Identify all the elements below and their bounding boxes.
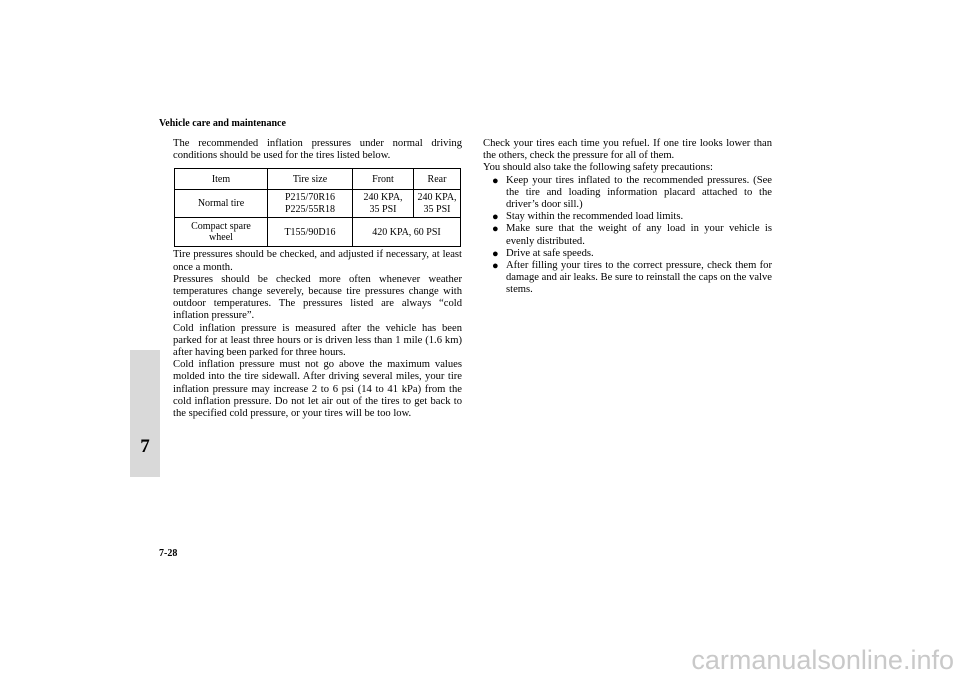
- pressure-line: 240 KPA,: [363, 192, 403, 204]
- chapter-number: 7: [140, 436, 150, 457]
- table-header-row: [175, 169, 461, 190]
- table-cell-front-rear: 420 KPA, 60 PSI: [353, 218, 461, 247]
- table-header-item: Item: [175, 169, 268, 190]
- pressure-line: 35 PSI: [423, 203, 451, 215]
- left-column: [173, 138, 462, 420]
- page-number: 7-28: [159, 548, 178, 559]
- list-item: [483, 248, 772, 260]
- tire-size-line: P215/70R16: [284, 192, 335, 204]
- watermark: carmanualsonline.info: [691, 645, 954, 675]
- list-item: [483, 211, 772, 223]
- body-paragraph: Cold inflation pressure is measured after the vehicle has been parked for at least three hours or is driven less than 1 mile (1.6 km) after having been parked for three hours.: [173, 322, 462, 359]
- list-item: [483, 175, 772, 212]
- bullet-text: Make sure that the weight of any load in your vehicle is evenly distributed.: [506, 223, 772, 247]
- bullet-icon: ●: [492, 260, 499, 273]
- bullet-text: After filling your tires to the correct pressure, check them for damage and air leaks. Be sure to reinstall the caps on the valve stems.: [506, 260, 772, 296]
- pressure-line: 240 KPA,: [417, 192, 457, 204]
- chapter-tab: [130, 350, 160, 477]
- bullet-text: Drive at safe speeds.: [506, 247, 594, 259]
- list-item: [483, 260, 772, 297]
- item-line: Compact spare: [191, 220, 251, 232]
- table-header-front: Front: [353, 169, 414, 190]
- bullet-text: Keep your tires inflated to the recommended pressures. (See the tire and loading information placard attached to the driver’s door sill.): [506, 174, 772, 211]
- intro-paragraph: The recommended inflation pressures under normal driving conditions should be used for the tires listed below.: [173, 138, 462, 162]
- table-cell-front: [353, 190, 414, 218]
- section-header: Vehicle care and maintenance: [159, 118, 286, 129]
- right-column: [483, 138, 772, 297]
- table-row: [175, 218, 461, 247]
- body-paragraph: Check your tires each time you refuel. If one tire looks lower than the others, check the pressure for all of them.: [483, 138, 772, 162]
- body-paragraph: You should also take the following safety precautions:: [483, 162, 713, 174]
- table-header-tire-size: Tire size: [268, 169, 353, 190]
- tire-size-line: P225/55R18: [284, 203, 335, 215]
- table-cell-rear: [414, 190, 461, 218]
- bullet-icon: ●: [492, 211, 499, 224]
- table-cell-item: [175, 218, 268, 247]
- table-cell-item: Normal tire: [175, 190, 268, 218]
- list-item: [483, 223, 772, 247]
- table-cell-tire-size: [268, 190, 353, 218]
- table-cell-tire-size: T155/90D16: [268, 218, 353, 247]
- pressure-line: 35 PSI: [369, 203, 397, 215]
- safety-precautions-list: [483, 175, 772, 297]
- bullet-icon: ●: [492, 247, 499, 260]
- body-paragraph: Cold inflation pressure must not go above the maximum values molded into the tire sidewall. After driving several miles, your tire inflation pressure may increase 2 to 6 psi (14 to 41 kPa) from the cold inflation pressure. Do not let air out of the tires to get back to the specified cold pressure, or your tires will be too low.: [173, 359, 462, 420]
- bullet-icon: ●: [492, 223, 499, 236]
- body-paragraph: Tire pressures should be checked, and adjusted if necessary, at least once a month.: [173, 249, 462, 273]
- bullet-text: Stay within the recommended load limits.: [506, 211, 684, 223]
- table-row: [175, 190, 461, 218]
- item-line: wheel: [209, 232, 233, 244]
- table-header-rear: Rear: [414, 169, 461, 190]
- tire-pressure-table: [174, 168, 461, 247]
- body-paragraph: Pressures should be checked more often whenever weather temperatures change severely, because tire pressures change with outdoor temperatures. The pressures listed are always “cold inflation pressure”.: [173, 273, 462, 322]
- bullet-icon: ●: [492, 174, 499, 187]
